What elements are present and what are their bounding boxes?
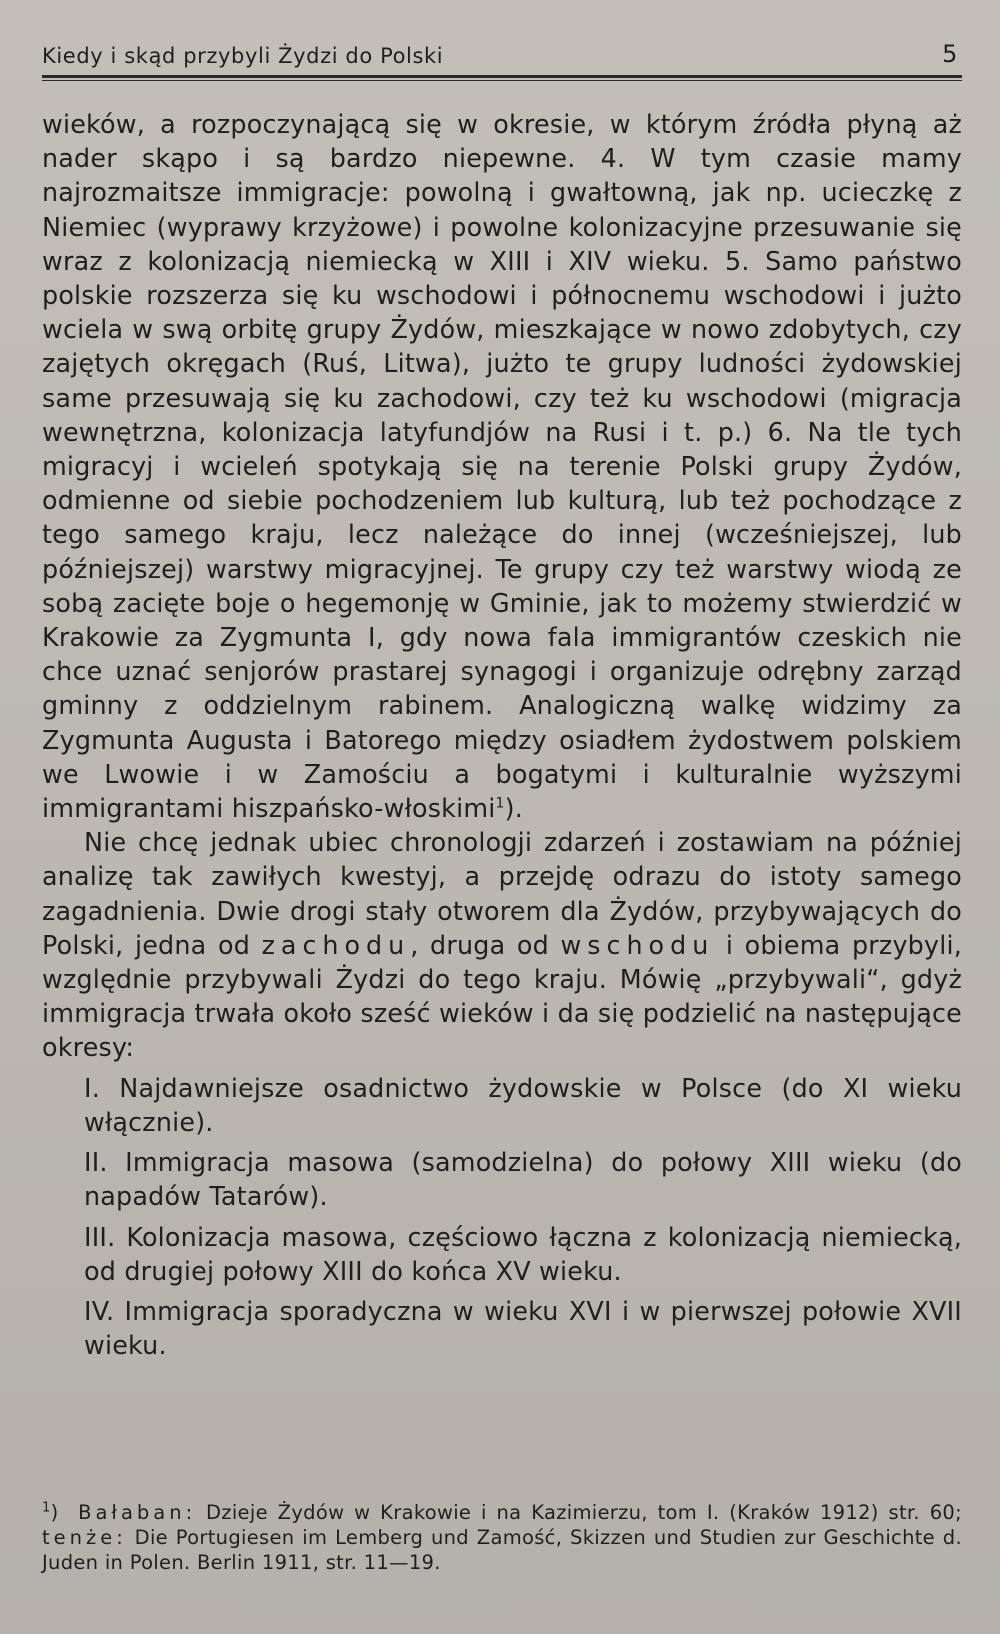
paragraph-2: Nie chcę jednak ubiec chronologji zdarzeń i zostawiam na później analizę tak zawiłych kwestyj, a przejdę odrazu do istoty samego zagadnienia. Dwie drogi stały otworem dla Żydów, przybywających do Polski, jedna od zachodu, druga od wschodu i obiema przybyli, względnie przybywali Żydzi do tego kraju. Mówię „przybywali“, gdyż immigracja trwała około sześć wieków i da się podzielić na następujące okresy:	[42, 827, 963, 1063]
paragraph-1: wieków, a rozpoczynającą się w okresie, w którym źródła płyną aż nader skąpo i są bardzo niepewne. 4. W tym czasie mamy najrozmaitsze immigracje: powolną i gwałtowną, jak np. ucieczkę z Niemiec (wyprawy krzyżowe) i powolne kolonizacyjne przesuwanie się wraz z kolonizacją niemiecką w XIII i XIV wieku. 5. Samo państwo polskie rozszerza się ku wschodowi i północnemu wschodowi i jużto wciela w swą orbitę grupy Żydów, mieszkające w nowo zdobytych, czy zajętych okręgach (Ruś, Litwa), jużto te grupy ludności żydowskiej same przesuwają się ku zachodowi, czy też ku wschodowi (migracja wewnętrzna, kolonizacja latyfundjów na Rusi i t. p.) 6. Na tle tych migracyj i wcieleń spotykają się na terenie Polski grupy Żydów, odmienne od siebie pochodzeniem lub kulturą, lub też pochodzące z tego samego kraju, lecz należące do innej (wcześniejszej, lub późniejszej) warstwy migracyjnej. Te grupy czy też warstwy wiodą ze sobą zacięte boje o hegemonję w Gminie, jak to możemy stwierdzić w Krakowie za Zygmunta I, gdy nowa fala immigrantów czeskich nie chce uznać senjorów prastarej synagogi i organizuje odrębny zarząd gminny z oddzielnym rabinem. Analogiczną walkę widzimy za Zygmunta Augusta i Batorego między osiadłem żydostwem polskiem we Lwowie i w Zamościu a bogatymi i kulturalnie wyższymi immigrantami hiszpańsko-włoskimi$^1$).	[42, 109, 962, 824]
main-text	[42, 107, 962, 1362]
footnote-author: Bałaban:	[78, 1501, 197, 1524]
spaced-word-west: zachodu	[261, 929, 411, 960]
periods-list	[42, 1071, 962, 1363]
period-item: III. Kolonizacja masowa, częściowo łączna z kolonizacją niemiecką, od drugiej połowy XIII do końca XV wieku.	[84, 1221, 962, 1286]
period-item: I. Najdawniejsze osadnictwo żydowskie w Polsce (do XI wieku włącznie).	[84, 1072, 962, 1137]
footnote-tenze: tenże:	[42, 1526, 127, 1549]
footnote	[42, 1500, 962, 1575]
header-rule-thin	[42, 80, 962, 81]
running-title: Kiedy i skąd przybyli Żydzi do Polski	[42, 44, 444, 68]
footnote-text: $^1$) Bałaban: Dzieje Żydów w Krakowie i na Kazimierzu, tom I. (Kraków 1912) str. 60; tenże: Die Portugiesen im Lemberg und Zamość, Skizzen und Studien zur Geschichte d. Juden in Polen. Berlin 1911, str. 11—19.	[42, 1500, 962, 1574]
footnote-mark: 1	[42, 1500, 51, 1516]
period-item: II. Immigracja masowa (samodzielna) do połowy XIII wieku (do napadów Tatarów).	[84, 1147, 962, 1212]
footnote-ref[interactable]: 1	[495, 795, 505, 812]
period-item: IV. Immigracja sporadyczna w wieku XVI i w pierwszej połowie XVII wieku.	[84, 1295, 962, 1361]
page-number: 5	[942, 40, 958, 68]
spaced-word-east: wschodu	[560, 929, 715, 960]
running-header	[42, 40, 962, 68]
header-rule-thick	[42, 75, 962, 78]
